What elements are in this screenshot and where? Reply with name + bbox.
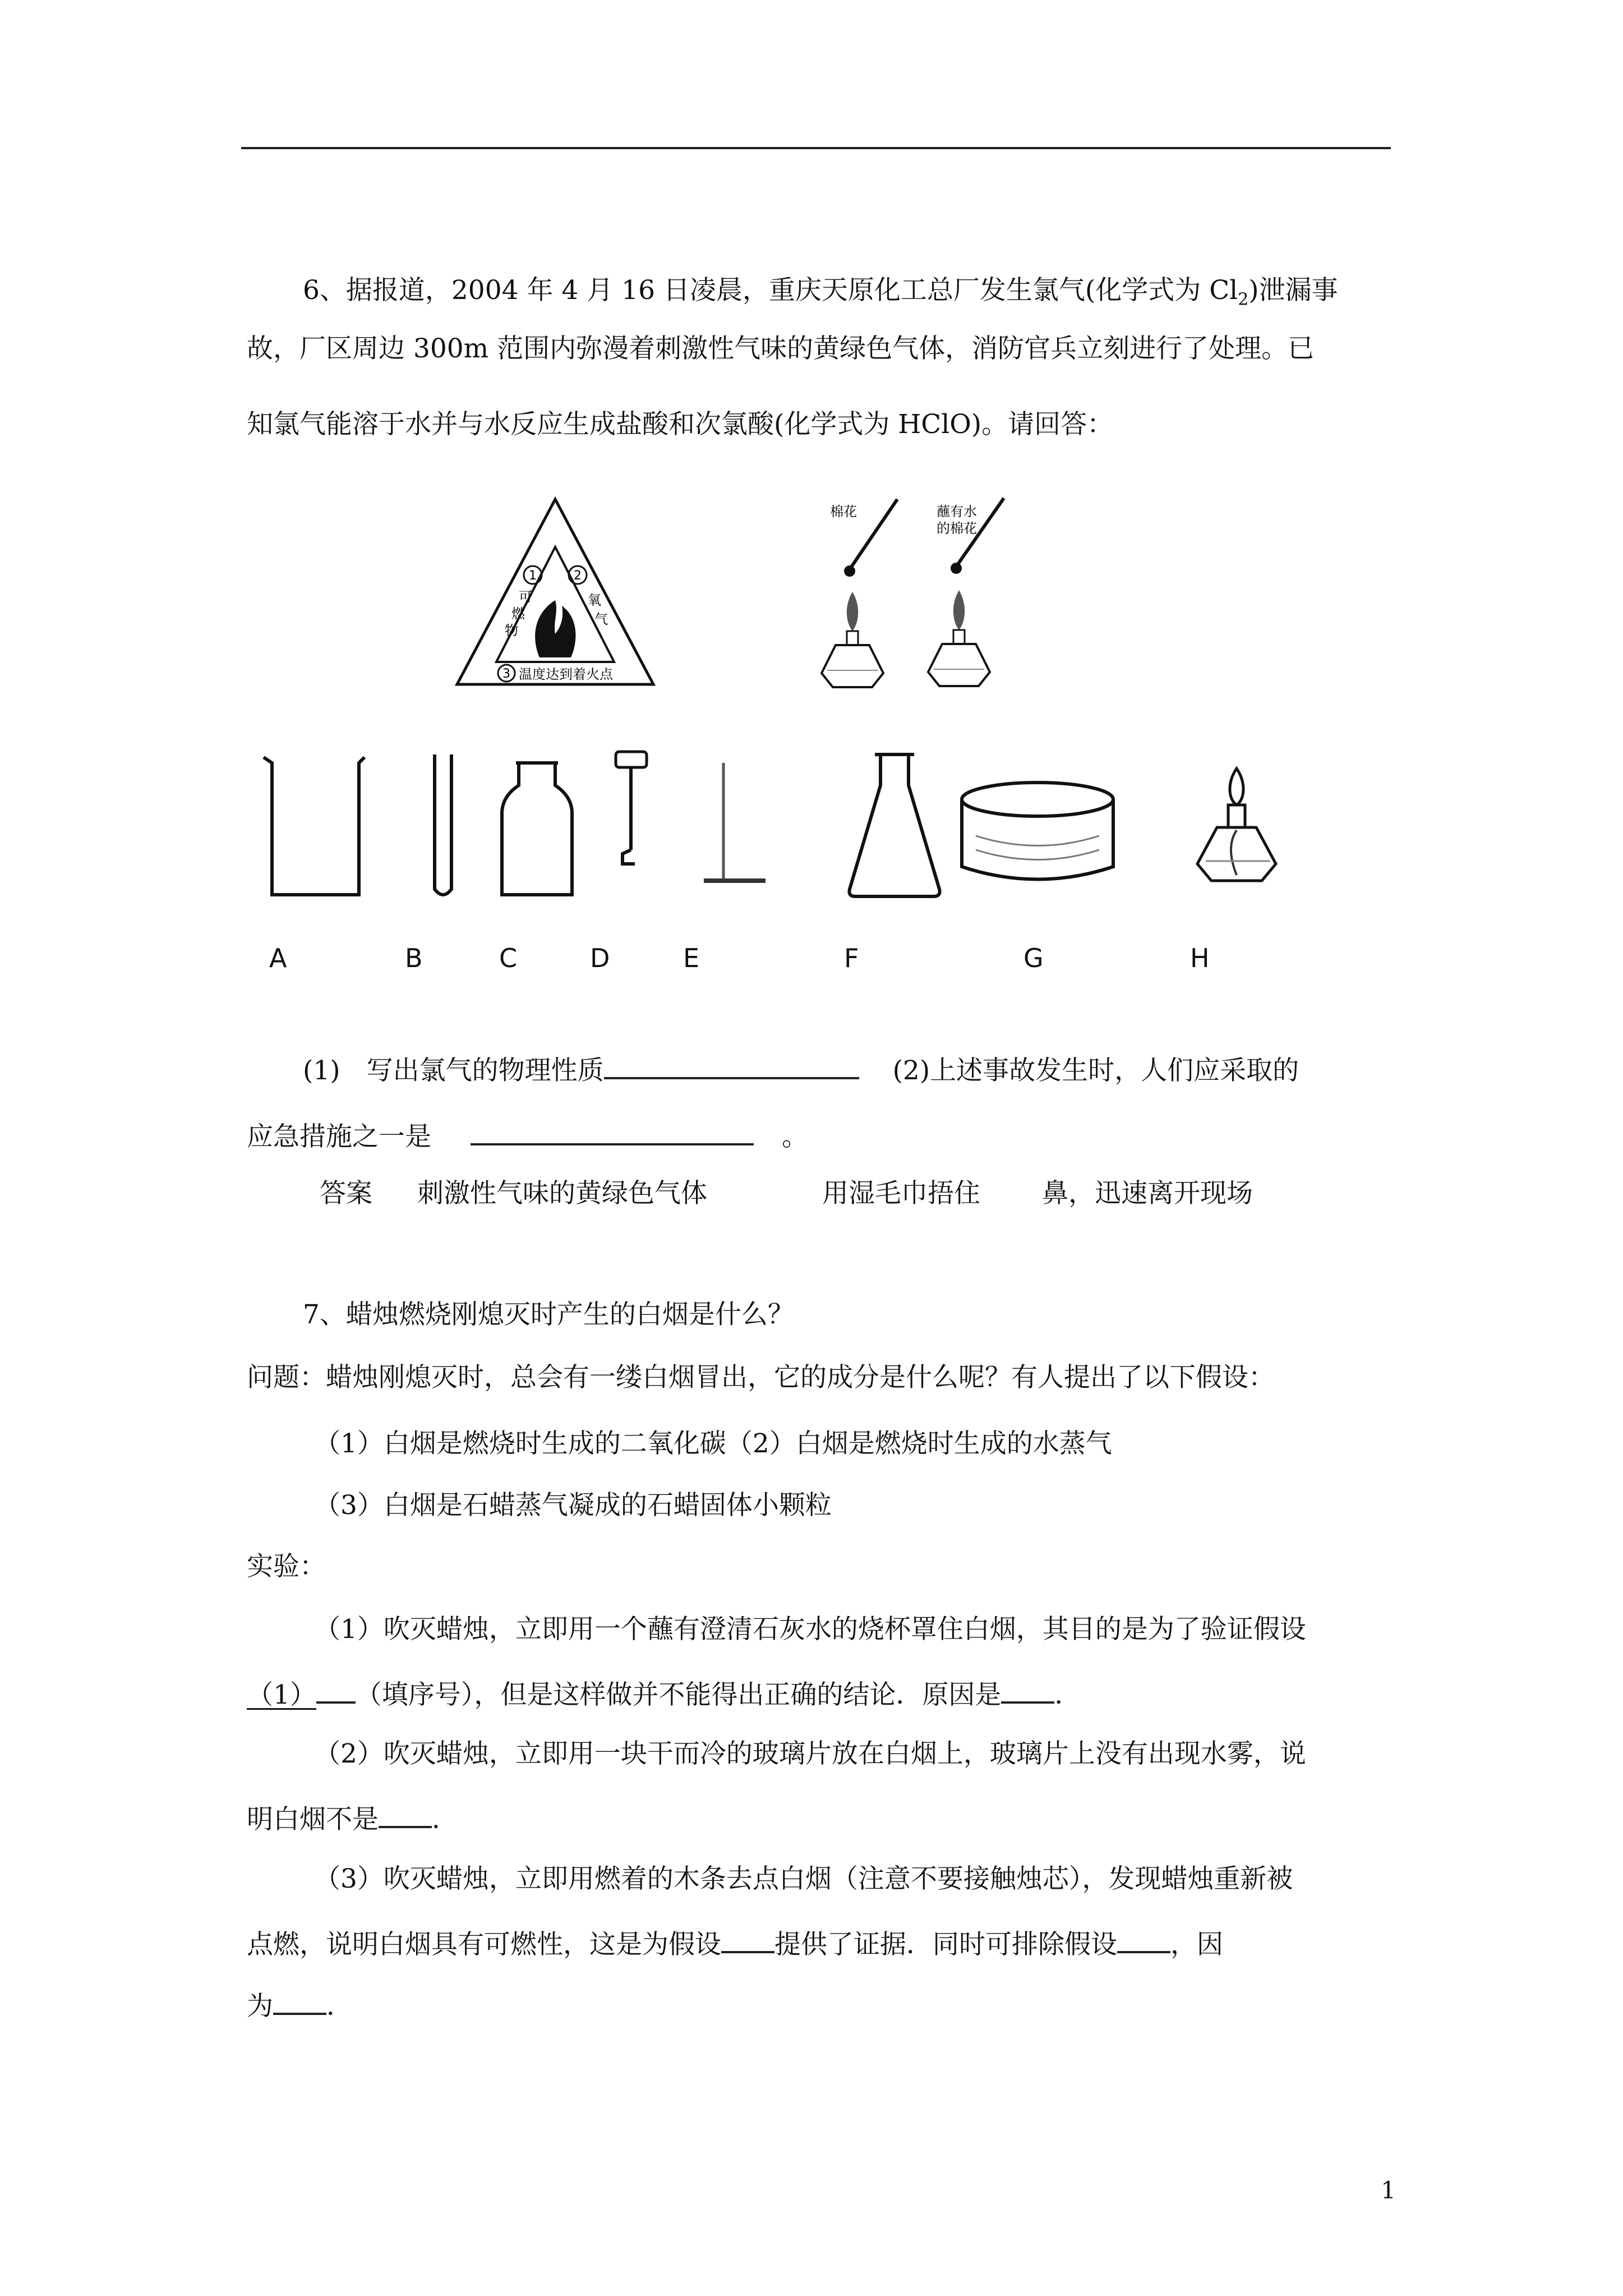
svg-text:蘸有水: 蘸有水	[937, 504, 977, 519]
cotton-burning-figure	[808, 494, 1043, 696]
label-b: B	[405, 943, 423, 973]
svg-text:3: 3	[502, 667, 510, 681]
apparatus-row-figure	[258, 746, 1352, 914]
svg-text:气: 气	[594, 611, 608, 627]
svg-text:燃: 燃	[511, 606, 525, 622]
label-d: D	[590, 943, 610, 973]
svg-text:可: 可	[519, 589, 532, 605]
q7-title: 7、蜡烛燃烧刚熄灭时产生的白烟是什么？	[303, 1299, 794, 1330]
q7-hypothesis-3: （3）白烟是石蜡蒸气凝成的石蜡固体小颗粒	[314, 1490, 832, 1521]
exp1-blank-b[interactable]	[1001, 1674, 1054, 1704]
q7-exp1-line-2: （1） （填序号），但是这样做并不能得出正确的结论．原因是 ．	[247, 1674, 1081, 1712]
q7-experiment-label: 实验：	[247, 1551, 326, 1582]
exp3-blank-b[interactable]	[1117, 1924, 1170, 1953]
flame-icon	[535, 600, 575, 657]
q7-exp2-line-1: （2）吹灭蜡烛，立即用一块干而冷的玻璃片放在白烟上，玻璃片上没有出现水雾，说	[314, 1738, 1306, 1769]
svg-text:氧: 氧	[588, 592, 601, 608]
svg-text:1: 1	[529, 569, 537, 583]
q7-question: 问题：蜡烛刚熄灭时，总会有一缕白烟冒出，它的成分是什么呢？有人提出了以下假设：	[247, 1362, 1275, 1393]
label-e: E	[683, 943, 700, 973]
water-trough-icon	[962, 783, 1113, 880]
q6-line-3: 知氯气能溶于水并与水反应生成盐酸和次氯酸(化学式为 HClO)。请回答：	[247, 409, 1114, 440]
exp1-filled-answer: （1）	[247, 1680, 316, 1710]
answer-blank-1[interactable]	[604, 1050, 859, 1079]
q7-hypothesis-1-2: （1）白烟是燃烧时生成的二氧化碳（2）白烟是燃烧时生成的水蒸气	[314, 1428, 1112, 1459]
q7-exp3-line-1: （3）吹灭蜡烛，立即用燃着的木条去点白烟（注意不要接触烛芯），发现蜡烛重新被	[314, 1864, 1293, 1894]
gas-bottle-icon	[502, 763, 572, 895]
q6-line-1: 6、据报道，2004 年 4 月 16 日凌晨，重庆天原化工总厂发生氯气(化学式为 $Cl_2$)泄漏事	[303, 275, 1338, 310]
q6-answer-line: 答案 刺激性气味的黄绿色气体 用湿毛巾捂住 鼻，迅速离开现场	[320, 1178, 1253, 1209]
label-h: H	[1190, 943, 1210, 973]
label-f: F	[844, 943, 859, 973]
exp3-blank-c[interactable]	[273, 1986, 326, 2015]
q7-exp2-line-2: 明白烟不是 ．	[247, 1799, 458, 1837]
q6-subquestions-line-2: 应急措施之一是 。	[247, 1116, 808, 1154]
page-number: 1	[1381, 2177, 1396, 2204]
svg-text:物: 物	[505, 623, 518, 638]
q7-exp1-line-1: （1）吹灭蜡烛，立即用一个蘸有澄清石灰水的烧杯罩住白烟，其目的是为了验证假设	[314, 1614, 1306, 1645]
exp2-blank[interactable]	[379, 1799, 432, 1828]
combustion-triangle-figure	[449, 494, 662, 696]
alcohol-lamp-icon	[1197, 769, 1276, 881]
svg-text:的棉花: 的棉花	[937, 521, 977, 536]
label-c: C	[499, 943, 518, 973]
header-rule	[241, 147, 1391, 149]
exp3-blank-a[interactable]	[721, 1924, 774, 1953]
beaker-icon	[264, 757, 365, 895]
test-tube-icon	[435, 754, 451, 895]
exp1-blank-a[interactable]	[316, 1674, 356, 1704]
label-a: A	[269, 943, 287, 973]
svg-text:棉花: 棉花	[830, 504, 857, 519]
q7-exp3-line-3: 为 ．	[247, 1986, 353, 2023]
answer-blank-2[interactable]	[471, 1116, 754, 1145]
iron-stand-icon	[704, 763, 766, 881]
svg-text:温度达到着火点: 温度达到着火点	[519, 666, 613, 682]
q6-subquestions-line-1: (1) 写出氯气的物理性质 (2)上述事故发生时，人们应采取的	[303, 1050, 1299, 1088]
label-g: G	[1023, 943, 1044, 973]
conical-flask-icon	[849, 754, 939, 896]
q6-line-2: 故，厂区周边 300m 范围内弥漫着刺激性气味的黄绿色气体，消防官兵立刻进行了处理。已	[247, 333, 1315, 364]
svg-text:2: 2	[574, 569, 582, 583]
combustion-spoon-icon	[616, 752, 647, 864]
q7-exp3-line-2: 点燃，说明白烟具有可燃性，这是为假设 提供了证据．同时可排除假设 ，因	[247, 1924, 1223, 1962]
